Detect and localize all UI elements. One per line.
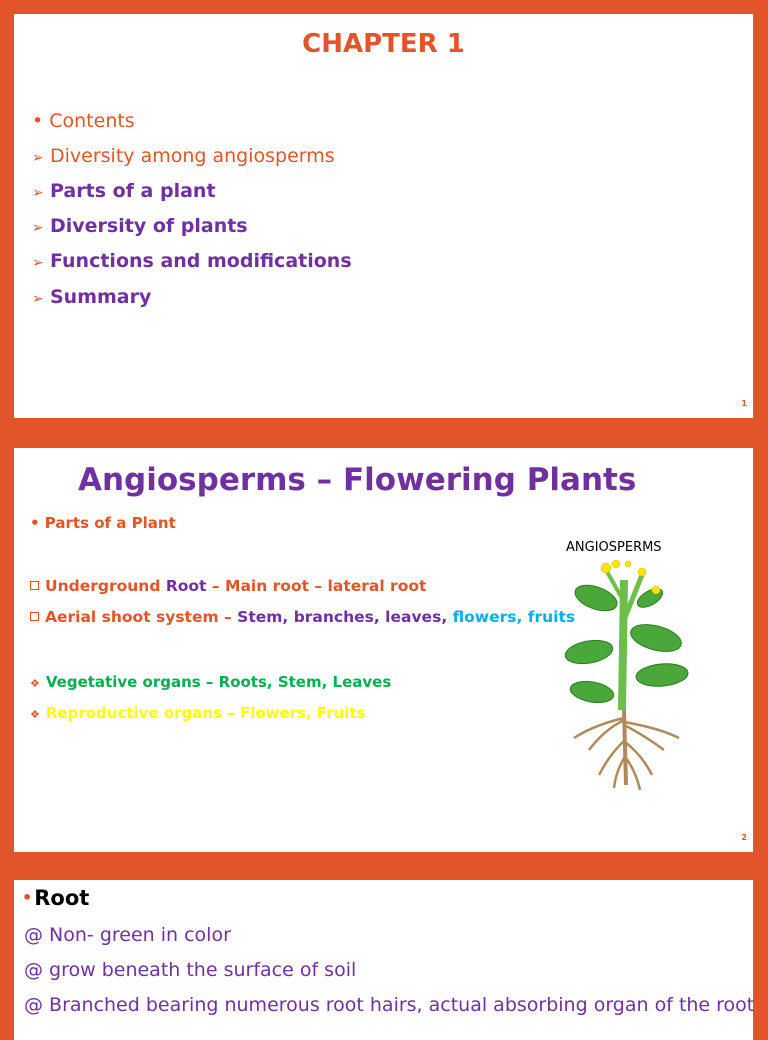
slide-3 [14,880,753,1040]
slide-1 [14,14,753,418]
contents-item-label: Diversity among angiosperms [50,145,335,167]
angiosperms-image-label: ANGIOSPERMS [566,540,662,555]
contents-item-label: Functions and modifications [50,250,352,272]
text-span: , [441,608,453,626]
arrow-bullet-icon: ➢ [32,255,44,271]
contents-item-5 [32,286,151,308]
vegetative-line [30,673,391,691]
text-span: flowers, fruits [452,608,576,626]
arrow-bullet-icon: ➢ [32,291,44,307]
root-title [22,886,89,910]
arrow-bullet-icon: ➢ [32,220,44,236]
root-point-3: @ Branched bearing numerous root hairs, actual absorbing organ of the root [24,994,755,1016]
vegetative-label: Vegetative organs – Roots, Stem, Leaves [45,673,392,691]
slide-2 [14,448,753,852]
contents-item-4 [32,250,352,272]
square-bullet-icon [30,581,39,590]
root-point-1: @ Non- green in color [24,924,231,946]
contents-item-1 [32,145,335,167]
chapter-title: CHAPTER 1 [302,29,465,59]
arrow-bullet-icon: ➢ [32,150,44,166]
text-span: Root [165,577,207,595]
parts-bullet: • Parts of a Plant [30,514,176,532]
arrow-bullet-icon: ➢ [32,185,44,201]
contents-item-label: Summary [50,286,152,308]
reproductive-label: Reproductive organs – Flowers, Fruits [45,704,366,722]
reproductive-line [30,704,366,722]
root-title-label: Root [34,886,90,910]
text-span: – Main root – lateral root [206,577,427,595]
root-point-2: @ grow beneath the surface of soil [24,959,357,981]
contents-item-3 [32,215,248,237]
plant-illustration [534,560,714,800]
slide-title: Angiosperms – Flowering Plants [78,462,637,498]
text-span: Stem, branches, leaves [237,608,442,626]
square-bullet-icon [30,612,39,621]
diamond-bullet-icon: ❖ [30,708,40,721]
page-number: 1 [741,399,747,408]
aerial-line [30,608,575,626]
roots-icon [574,710,679,790]
contents-item-2 [32,180,216,202]
text-span: Underground [45,577,166,595]
bullet-dot: • [22,888,33,907]
contents-bullet: • Contents [32,110,135,132]
page-number: 2 [741,833,747,842]
underground-line [30,577,426,595]
contents-item-label: Parts of a plant [50,180,216,202]
text-span: Aerial shoot system – [45,608,238,626]
diamond-bullet-icon: ❖ [30,677,40,690]
contents-item-label: Diversity of plants [50,215,248,237]
